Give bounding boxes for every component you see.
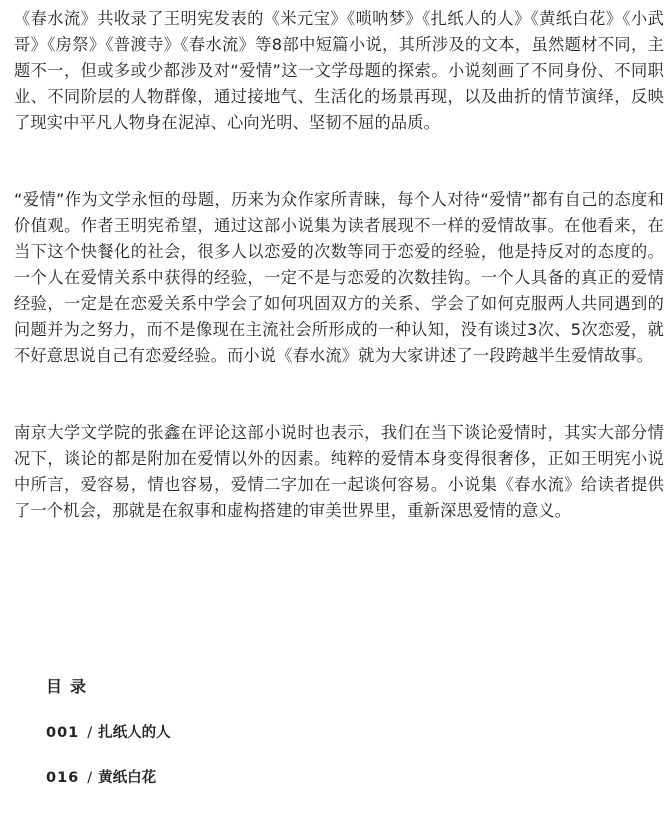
toc-item[interactable] (46, 768, 171, 788)
article-body (14, 6, 664, 524)
toc-item[interactable] (46, 723, 171, 743)
toc-item-separator: / (87, 725, 93, 741)
review-paragraph: 南京大学文学院的张鑫在评论这部小说时也表示，我们在当下谈论爱情时，其实大部分情况下，谈论的都是附加在爱情以外的因素。纯粹的爱情本身变得很奢侈，正如王明宪小说中所言，爱容易，情也容易，爱情二字加在一起谈何容易。小说集《春水流》给读者提供了一个机会，那就是在叙事和虚构搭建的审美世界里，重新深思爱情的意义。 (14, 423, 664, 520)
toc-item-page-number: 016 (46, 770, 80, 786)
love-theme-paragraph: “爱情”作为文学永恒的母题，历来为众作家所青睐，每个人对待“爱情”都有自己的态度和价值观。作者王明宪希望，通过这部小说集为读者展现不一样的爱情故事。在他看来，在当下这个快餐化的社会，很多人以恋爱的次数等同于恋爱的经验，他是持反对的态度的。一个人在爱情关系中获得的经验，一定不是与恋爱的次数挂钩。一个人具备的真正的爱情经验，一定是在恋爱关系中学会了如何巩固双方的关系、学会了如何克服两人共同遇到的问题并为之努力，而不是像现在主流社会所形成的一种认知，没有谈过3次、5次恋爱，就不好意思说自己有恋爱经验。而小说《春水流》就为大家讲述了一段跨越半生爱情故事。 (14, 190, 664, 365)
toc-item-title: 扎纸人的人 (98, 725, 171, 741)
toc-item-separator: / (87, 770, 93, 786)
table-of-contents (46, 676, 171, 813)
toc-item-title: 黄纸白花 (98, 770, 157, 786)
toc-item-page-number: 001 (46, 725, 80, 741)
intro-paragraph: 《春水流》共收录了王明宪发表的《米元宝》《唢呐梦》《扎纸人的人》《黄纸白花》《小武哥》《房祭》《普渡寺》《春水流》等8部中短篇小说，其所涉及的文本，虽然题材不同，主题不一，但或多或少都涉及对“爱情”这一文学母题的探索。小说刻画了不同身份、不同职业、不同阶层的人物群像，通过接地气、生活化的场景再现，以及曲折的情节演绎，反映了现实中平凡人物身在泥淖、心向光明、坚韧不屈的品质。 (14, 9, 664, 132)
toc-title: 目录 (46, 677, 95, 696)
